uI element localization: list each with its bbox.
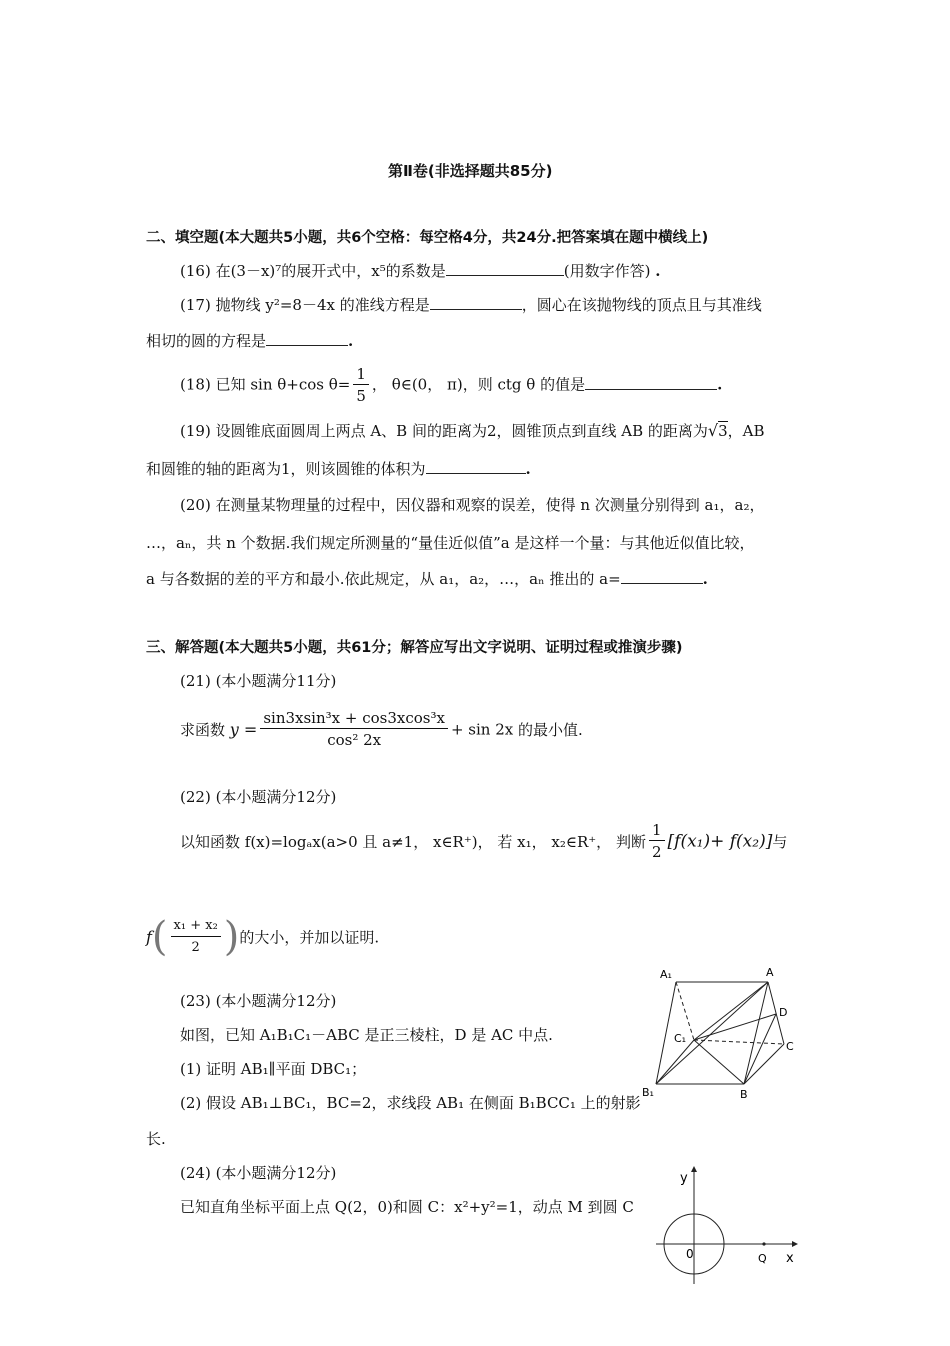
q17-blank1 <box>430 295 522 310</box>
q17 <box>180 294 762 315</box>
q22-bracket: [f(x₁)+ f(x₂)] <box>667 831 773 852</box>
q20-blank <box>621 569 703 584</box>
q23-num: (23) <box>180 992 211 1010</box>
q21-numer: sin3xsin³x + cos3xcos³x <box>260 708 448 729</box>
point-q <box>762 1242 765 1245</box>
q20-line3-text: a 与各数据的差的平方和最小.依此规定，从 a₁，a₂，…，aₙ 推出的 a= <box>146 570 621 588</box>
label-c: C <box>786 1040 794 1053</box>
axes-figure <box>650 1166 810 1286</box>
q19-line2-text: 和圆锥的轴的距离为1，则该圆锥的体积为 <box>146 460 426 478</box>
q21-num: (21) <box>180 672 211 690</box>
q21-score: (本小题满分11分) <box>215 672 337 690</box>
q20-line2: …，aₙ，共 n 个数据.我们规定所测量的“量佳近似值”a 是这样一个量：与其他近似值比较， <box>146 534 755 552</box>
q22-yu: 与 <box>772 833 788 851</box>
q18-fraction <box>353 364 369 407</box>
q16-period: . <box>655 262 661 280</box>
label-a1: A₁ <box>660 968 672 981</box>
q22-line2 <box>146 914 379 960</box>
q23-line1: 如图，已知 A₁B₁C₁－ABC 是正三棱柱，D 是 AC 中点. <box>180 1026 553 1044</box>
x-arrow <box>792 1241 798 1247</box>
q18-num: (18) <box>180 375 211 394</box>
q22-inner-frac <box>171 916 221 959</box>
q18-frac-den: 5 <box>356 387 366 405</box>
edge-b1c1 <box>656 1040 694 1084</box>
q17-period: . <box>348 332 354 350</box>
q23-p1: (1) 证明 AB₁∥平面 DBC₁； <box>180 1060 367 1078</box>
q19 <box>180 420 765 441</box>
q22-half <box>649 820 665 863</box>
label-b1: B₁ <box>642 1086 654 1099</box>
q22-line1 <box>180 820 787 863</box>
q18-period: . <box>717 375 723 394</box>
section2-heading: 二、填空题(本大题共5小题，共6个空格：每空格4分，共24分.把答案填在题中横线上) <box>146 230 709 246</box>
q21-denom: cos² 2x <box>327 731 382 749</box>
sqrt-symbol: √ <box>707 421 719 440</box>
q21-pre: 求函数 <box>180 721 226 739</box>
label-b: B <box>740 1088 748 1101</box>
q24-line1: 已知直角坐标平面上点 Q(2，0)和圆 C：x²+y²=1，动点 M 到圆 C <box>180 1198 634 1216</box>
q16-num: (16) <box>180 262 211 280</box>
q16 <box>180 260 661 281</box>
q16-text: 在(3－x)⁷的展开式中，x⁵的系数是 <box>215 262 446 280</box>
y-arrow <box>691 1166 697 1172</box>
q23-score: (本小题满分12分) <box>215 992 337 1010</box>
label-d: D <box>779 1006 788 1019</box>
q22-inner-num: x₁ + x₂ <box>171 916 221 937</box>
q19-blank <box>426 459 526 474</box>
q22-inner-den: 2 <box>191 939 200 955</box>
q21-body <box>180 708 583 751</box>
q20-period: . <box>702 570 708 588</box>
q17-mid: ，圆心在该抛物线的顶点且与其准线 <box>521 296 762 314</box>
q20-line1: 在测量某物理量的过程中，因仪器和观察的误差，使得 n 次测量分别得到 a₁，a₂， <box>215 496 765 514</box>
q19-period: . <box>525 460 531 478</box>
q18 <box>180 364 722 407</box>
q24-num: (24) <box>180 1164 211 1182</box>
q22-score: (本小题满分12分) <box>215 788 337 806</box>
edge-c1d <box>694 1014 776 1040</box>
q18-post: ， θ∈(0， π)，则 ctg θ 的值是 <box>371 375 586 394</box>
q23-header <box>180 990 336 1011</box>
q18-pre: 已知 sin θ+cos θ= <box>215 375 351 394</box>
q19-line2 <box>146 458 531 479</box>
q23-p2: (2) 假设 AB₁⊥BC₁，BC=2，求线段 AB₁ 在侧面 B₁BCC₁ 上的射影 <box>180 1094 641 1112</box>
q21-fraction <box>260 708 448 751</box>
edge-db <box>744 1014 776 1084</box>
q18-frac-num: 1 <box>353 364 369 385</box>
q21-header <box>180 670 336 691</box>
q16-blank <box>446 261 564 276</box>
label-q: Q <box>758 1252 767 1265</box>
q24-score: (本小题满分12分) <box>215 1164 337 1182</box>
q21-y: y = <box>229 720 258 739</box>
edge-c1c <box>694 1040 784 1044</box>
prism-figure <box>640 960 810 1110</box>
q19-sqrt: 3 <box>718 422 728 440</box>
q21-plus: + sin 2x <box>450 720 514 739</box>
q22-half-den: 2 <box>651 843 662 861</box>
q22-num: (22) <box>180 788 211 806</box>
q16-tail: (用数字作答) <box>563 262 651 280</box>
q22-half-num: 1 <box>649 820 665 841</box>
label-origin: 0 <box>686 1247 694 1261</box>
label-y: y <box>680 1171 688 1186</box>
q17-blank2 <box>266 331 348 346</box>
section3-heading: 三、解答题(本大题共5小题，共61分；解答应写出文字说明、证明过程或推演步骤) <box>146 640 683 656</box>
q22-f: f <box>146 927 152 947</box>
label-c1: C₁ <box>674 1032 687 1045</box>
q22-paren-right: ) <box>223 914 240 960</box>
q20-line3 <box>146 568 708 589</box>
label-a: A <box>766 966 774 979</box>
q21-post: 的最小值. <box>518 721 583 739</box>
page-title: 第Ⅱ卷(非选择题共85分) <box>388 162 553 180</box>
q22-paren-left: ( <box>151 914 168 960</box>
q18-blank <box>585 375 717 390</box>
q17-line2-text: 相切的圆的方程是 <box>146 332 267 350</box>
q22-line1-text: 以知函数 f(x)=logₐx(a>0 且 a≠1， x∈R⁺)， 若 x₁， x₂∈R⁺， 判断 <box>180 833 646 851</box>
edge-c1b <box>694 1040 744 1084</box>
q22-line2-post: 的大小，并加以证明. <box>239 928 380 947</box>
q17-text: 抛物线 y²=8－4x 的准线方程是 <box>215 296 430 314</box>
q17-num: (17) <box>180 296 211 314</box>
q19-tail: ，AB <box>727 422 765 440</box>
q19-text: 设圆锥底面圆周上两点 A、B 间的距离为2，圆锥顶点到直线 AB 的距离为 <box>215 422 708 440</box>
q22-header <box>180 786 336 807</box>
q19-num: (19) <box>180 422 211 440</box>
q20 <box>180 494 764 515</box>
q17-line2 <box>146 330 353 351</box>
edge-ab <box>744 982 768 1084</box>
q20-num: (20) <box>180 496 211 514</box>
edge-bc <box>744 1044 784 1084</box>
q23-p2-cont: 长. <box>146 1130 166 1148</box>
label-x: x <box>786 1251 794 1266</box>
q24-header <box>180 1162 336 1183</box>
